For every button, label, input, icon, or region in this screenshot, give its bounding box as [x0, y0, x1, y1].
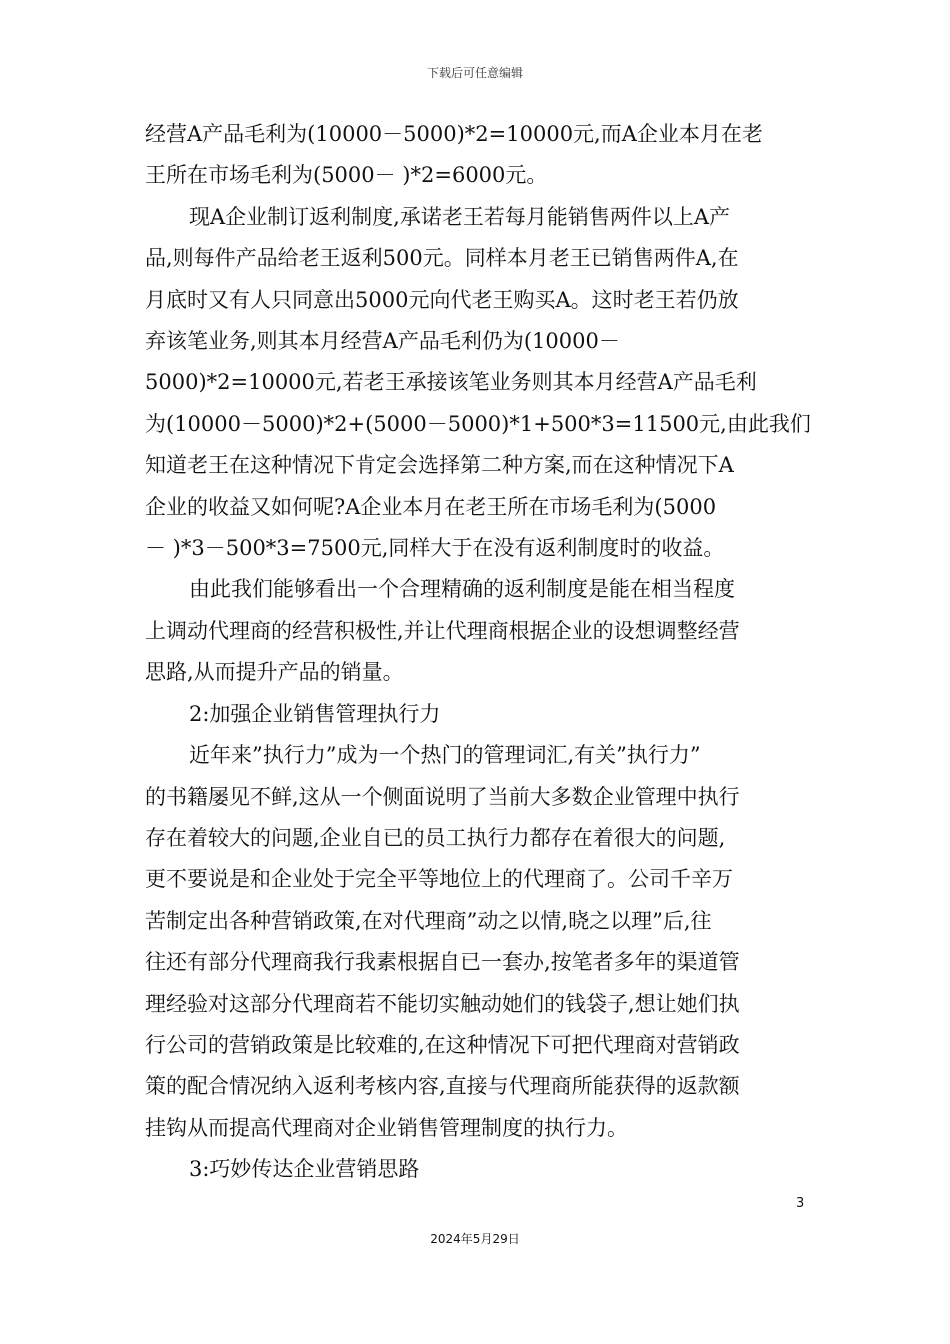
text-line: 2:加强企业销售管理执行力 — [189, 701, 441, 726]
text-line: 为(10000－5000)*2+(5000－5000)*1+500*3=11500元,由此我们 — [145, 411, 811, 436]
text-line: 弃该笔业务,则其本月经营A产品毛利仍为(10000－ — [145, 329, 620, 354]
paragraph — [145, 114, 807, 197]
text-line: 品,则每件产品给老王返利500元。同样本月老王已销售两件A,在 — [145, 246, 739, 271]
paragraph — [145, 197, 811, 570]
text-line: 经营A产品毛利为(10000－5000)*2=10000元,而A企业本月在老 — [145, 122, 763, 146]
text-line: 的书籍屡见不鲜,这从一个侧面说明了当前大多数企业管理中执行 — [145, 784, 740, 809]
page-footer-date: 2024年5月29日 — [430, 1232, 520, 1246]
paragraph — [145, 569, 807, 693]
text-line: － )*3－500*3=7500元,同样大于在没有返利制度时的收益。 — [145, 536, 725, 561]
text-line: 存在着较大的问题,企业自已的员工执行力都存在着很大的问题, — [145, 825, 726, 850]
document-body — [145, 114, 811, 1191]
page-number: 3 — [796, 1196, 805, 1211]
text-line: 策的配合情况纳入返利考核内容,直接与代理商所能获得的返款额 — [145, 1074, 740, 1099]
text-line: 现A企业制订返利制度,承诺老王若每月能销售两件以上A产 — [189, 204, 731, 229]
text-line: 由此我们能够看出一个合理精确的返利制度是能在相当程度 — [189, 577, 735, 602]
text-line: 月底时又有人只同意出5000元向代老王购买A。这时老王若仍放 — [145, 287, 739, 312]
paragraph — [145, 735, 807, 1149]
text-line: 理经验对这部分代理商若不能切实触动她们的钱袋子,想让她们执 — [145, 991, 740, 1016]
text-line: 行公司的营销政策是比较难的,在这种情况下可把代理商对营销政 — [145, 1032, 740, 1057]
text-line: 往还有部分代理商我行我素根据自已一套办,按笔者多年的渠道管 — [145, 950, 740, 975]
text-line: 苦制定出各种营销政策,在对代理商”动之以情,晓之以理”后,往 — [145, 908, 712, 933]
page-header: 下载后可任意编辑 — [426, 66, 523, 80]
paragraph — [145, 694, 807, 735]
text-line: 王所在市场毛利为(5000－ )*2=6000元。 — [145, 163, 548, 188]
paragraph — [145, 1149, 807, 1190]
text-line: 3:巧妙传达企业营销思路 — [189, 1157, 420, 1182]
text-line: 企业的收益又如何呢?A企业本月在老王所在市场毛利为(5000 — [145, 494, 717, 519]
text-line: 思路,从而提升产品的销量。 — [145, 660, 404, 685]
text-line: 近年来”执行力”成为一个热门的管理词汇,有关”执行力” — [189, 743, 701, 768]
text-line: 5000)*2=10000元,若老王承接该笔业务则其本月经营A产品毛利 — [145, 370, 757, 395]
text-line: 知道老王在这种情况下肯定会选择第二种方案,而在这种情况下A — [145, 453, 734, 478]
text-line: 上调动代理商的经营积极性,并让代理商根据企业的设想调整经营 — [145, 618, 740, 643]
text-line: 更不要说是和企业处于完全平等地位上的代理商了。公司千辛万 — [145, 867, 733, 892]
text-line: 挂钩从而提高代理商对企业销售管理制度的执行力。 — [145, 1115, 628, 1140]
